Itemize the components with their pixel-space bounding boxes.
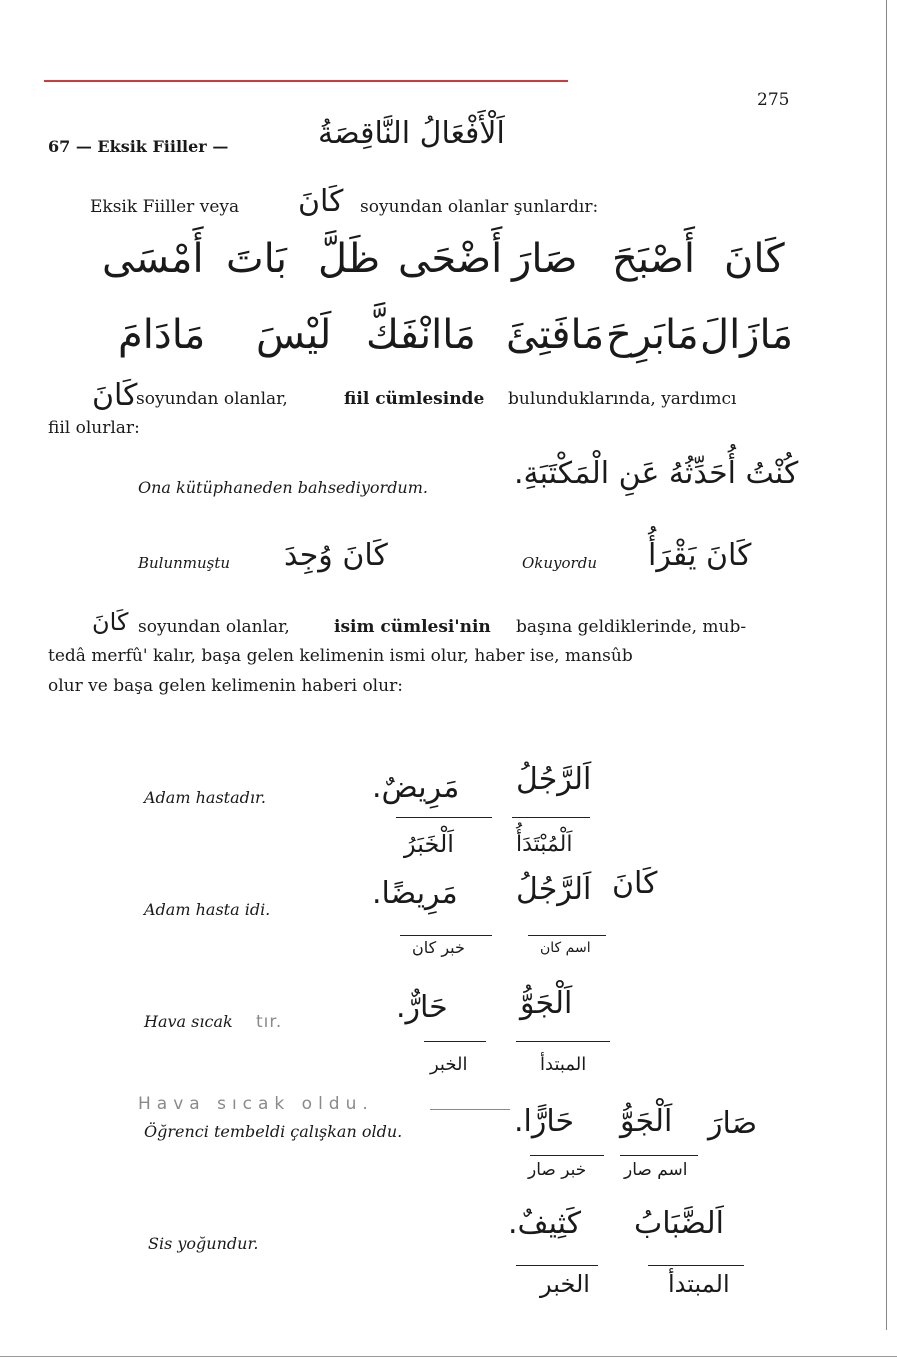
example2-turkish-b: Okuyordu bbox=[522, 554, 597, 572]
analysis-3-label-khabar: الخبر bbox=[430, 1054, 468, 1075]
heading-dash: — bbox=[75, 137, 92, 156]
underline-3a bbox=[424, 1041, 486, 1042]
para2-bold: isim cümlesi'nin bbox=[334, 617, 491, 637]
example2-turkish-a: Bulunmuştu bbox=[138, 554, 231, 572]
para2-line2: tedâ merfû' kalır, başa gelen kelimenin ismi olur, haber ise, mansûb bbox=[48, 646, 633, 666]
analysis-4-label-mubtada: اسم صار bbox=[624, 1160, 688, 1180]
analysis-5-khabar: كَثِيفٌ. bbox=[508, 1206, 581, 1241]
verb-bata: بَاتَ bbox=[226, 236, 287, 282]
analysis-4-mubtada: اَلْجَوُّ bbox=[620, 1104, 673, 1139]
analysis-1-turkish: Adam hastadır. bbox=[144, 788, 266, 807]
analysis-4-verb: صَارَ bbox=[708, 1106, 758, 1141]
para1-arabic: كَانَ bbox=[92, 378, 138, 413]
intro-arabic: كَانَ bbox=[298, 184, 344, 219]
verb-sara: صَارَ bbox=[512, 236, 578, 282]
verb-kana: كَانَ bbox=[724, 236, 785, 282]
verb-mainfakka: مَاانْفَكَّ bbox=[366, 312, 476, 358]
analysis-5-label-khabar: الخبر bbox=[540, 1270, 590, 1298]
intro-after: soyundan olanlar şunlardır: bbox=[360, 197, 599, 217]
analysis-2-verb: كَانَ bbox=[612, 866, 658, 901]
analysis-1-khabar: مَرِيضٌ. bbox=[372, 770, 460, 805]
analysis-5-turkish: Sis yoğundur. bbox=[148, 1234, 259, 1253]
analysis-2-turkish: Adam hasta idi. bbox=[144, 900, 271, 919]
page-bottom-edge bbox=[0, 1356, 897, 1357]
verb-mafatia: مَافَتِئَ bbox=[506, 312, 605, 358]
analysis-4-handwritten: Hava sıcak oldu. bbox=[138, 1094, 374, 1114]
analysis-2-khabar: مَرِيضًا. bbox=[372, 876, 458, 911]
example2-arabic-b: كَانَ يَقْرَأُ bbox=[648, 538, 752, 573]
section-number: 67 bbox=[48, 137, 71, 156]
analysis-3-mubtada: اَلْجَوُّ bbox=[520, 986, 573, 1021]
section-title: Eksik Fiiller bbox=[97, 137, 207, 156]
para2-arabic: كَانَ bbox=[92, 608, 129, 636]
analysis-3-handwritten: tır. bbox=[256, 1012, 283, 1032]
verb-madama: مَادَامَ bbox=[118, 312, 206, 358]
underline-5a bbox=[516, 1265, 598, 1266]
underline-2b bbox=[528, 935, 606, 936]
analysis-3-label-mubtada: المبتدأ bbox=[540, 1054, 587, 1075]
pencil-arrow bbox=[430, 1109, 510, 1110]
example1-turkish: Ona kütüphaneden bahsediyordum. bbox=[138, 478, 428, 497]
para1-text-a: soyundan olanlar, bbox=[136, 389, 288, 409]
verb-adha: أَضْحَى bbox=[398, 236, 503, 282]
analysis-4-label-khabar: خبر صار bbox=[528, 1160, 587, 1180]
para1-line2: fiil olurlar: bbox=[48, 418, 140, 438]
analysis-4-turkish: Öğrenci tembeldi çalışkan oldu. bbox=[144, 1122, 403, 1141]
heading-dash-2: — bbox=[212, 137, 229, 156]
verb-laysa: لَيْسَ bbox=[256, 312, 332, 358]
underline-4a bbox=[530, 1155, 604, 1156]
analysis-1-label-mubtada: اَلْمُبْتَدَأُ bbox=[516, 832, 573, 857]
analysis-2-label-khabar: خبر كان bbox=[412, 938, 465, 957]
analysis-5-label-mubtada: المبتدأ bbox=[668, 1270, 730, 1298]
verb-zalla: ظَلَّ bbox=[318, 236, 381, 282]
analysis-5-mubtada: اَلضَّبَابُ bbox=[634, 1206, 724, 1241]
para1-text-b: bulunduklarında, yardımcı bbox=[508, 389, 737, 409]
para1-bold: fiil cümlesinde bbox=[344, 389, 485, 409]
underline-4b bbox=[620, 1155, 698, 1156]
intro-before: Eksik Fiiller veya bbox=[90, 197, 240, 217]
underline-5b bbox=[648, 1265, 744, 1266]
analysis-1-mubtada: اَلرَّجُلُ bbox=[516, 762, 592, 797]
analysis-2-mubtada: اَلرَّجُلُ bbox=[516, 872, 592, 907]
underline-3b bbox=[516, 1041, 610, 1042]
para2-line3: olur ve başa gelen kelimenin haberi olur: bbox=[48, 676, 403, 696]
section-heading bbox=[48, 137, 228, 156]
verb-amsa: أَمْسَى bbox=[102, 236, 204, 282]
verb-mazala: مَازَالَ bbox=[700, 312, 794, 358]
example1-arabic: كُنْتُ أُحَدِّثُهُ عَنِ الْمَكْتَبَةِ. bbox=[514, 456, 799, 491]
example2-arabic-a: كَانَ وُجِدَ bbox=[284, 538, 388, 573]
analysis-3-khabar: حَارٌّ. bbox=[396, 990, 448, 1025]
page-number: 275 bbox=[757, 90, 790, 110]
analysis-3-turkish: Hava sıcak bbox=[144, 1012, 233, 1031]
underline-1a bbox=[396, 817, 492, 818]
underline-1b bbox=[512, 817, 590, 818]
analysis-2-label-mubtada: اسم كان bbox=[540, 940, 591, 956]
verb-mabariha: مَابَرِحَ bbox=[606, 312, 699, 358]
heading-arabic: اَلْأَفْعَالُ النَّاقِصَةُ bbox=[318, 116, 505, 151]
page-edge bbox=[886, 0, 887, 1330]
analysis-4-khabar: حَارًّا. bbox=[514, 1104, 575, 1139]
para2-text-a: soyundan olanlar, bbox=[138, 617, 290, 637]
underline-2a bbox=[400, 935, 492, 936]
red-rule bbox=[44, 80, 568, 82]
para2-text-b: başına geldiklerinde, mub- bbox=[516, 617, 747, 637]
verb-asbaha: أَصْبَحَ bbox=[612, 236, 695, 282]
analysis-1-label-khabar: اَلْخَبَرُ bbox=[404, 830, 454, 858]
